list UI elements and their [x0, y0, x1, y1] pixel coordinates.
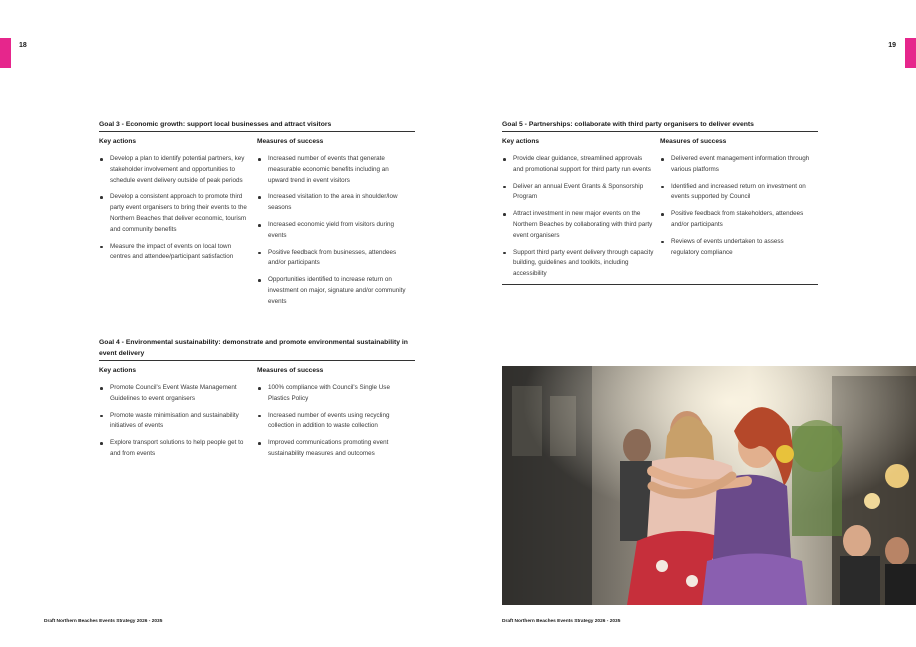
list-item: Increased economic yield from visitors during events: [257, 220, 415, 242]
list-item: Attract investment in new major events on the Northern Beaches by collaborating with third party event organisers: [502, 209, 660, 241]
goal-5-section: [502, 119, 818, 285]
goal-4-title: Goal 4 - Environmental sustainability: demonstrate and promote environmental sustainability in event delivery: [99, 337, 415, 361]
page-footer: Draft Northern Beaches Events Strategy 2026 - 2035: [44, 619, 163, 624]
page-number: 18: [19, 42, 27, 49]
goal-5-key-actions: [502, 136, 660, 286]
goal-4-measures: [257, 365, 415, 466]
list-item: Positive feedback from stakeholders, attendees and/or participants: [660, 209, 818, 231]
key-actions-heading: Key actions: [502, 138, 540, 145]
measures-heading: Measures of success: [257, 138, 324, 145]
key-actions-heading: Key actions: [99, 367, 137, 374]
goal-4-section: [99, 337, 415, 466]
goal-5-measures: [660, 136, 818, 286]
page-tab-marker: [905, 38, 916, 68]
list-item: Improved communications promoting event sustainability measures and outcomes: [257, 438, 415, 460]
list-item: Develop a consistent approach to promote third party event organisers to bring their events to the Northern Beaches that deliver economic, tourism and community benefits: [99, 192, 257, 235]
page-tab-marker: [0, 38, 11, 68]
list-item: Positive feedback from businesses, attendees and/or participants: [257, 248, 415, 270]
list-item: Identified and increased return on investment on events supported by Council: [660, 182, 818, 204]
list-item: Support third party event delivery through capacity building, guidelines and toolkits, including accessibility: [502, 248, 660, 280]
key-actions-heading: Key actions: [99, 138, 137, 145]
list-item: Promote waste minimisation and sustainability initiatives of events: [99, 411, 257, 433]
goal-3-title: Goal 3 - Economic growth: support local businesses and attract visitors: [99, 119, 415, 132]
goal-3-key-actions: [99, 136, 257, 314]
list-item: Measure the impact of events on local town centres and attendee/participant satisfaction: [99, 242, 257, 264]
event-photo-illustration: [502, 366, 916, 605]
list-item: Reviews of events undertaken to assess regulatory compliance: [660, 237, 818, 259]
list-item: Explore transport solutions to help people get to and from events: [99, 438, 257, 460]
goal-3-measures: [257, 136, 415, 314]
list-item: Increased number of events that generate measurable economic benefits including an upward trend in event visitors: [257, 154, 415, 186]
measures-heading: Measures of success: [660, 138, 727, 145]
list-item: Deliver an annual Event Grants & Sponsorship Program: [502, 182, 660, 204]
list-item: 100% compliance with Council's Single Use Plastics Policy: [257, 383, 415, 405]
event-photo: [502, 366, 916, 605]
list-item: Promote Council's Event Waste Management Guidelines to event organisers: [99, 383, 257, 405]
list-item: Opportunities identified to increase return on investment on major, signature and/or community events: [257, 275, 415, 307]
goal-3-section: [99, 119, 415, 314]
page-19: [458, 0, 916, 647]
goal-5-title: Goal 5 - Partnerships: collaborate with third party organisers to deliver events: [502, 119, 818, 132]
page-number: 19: [888, 42, 896, 49]
list-item: Increased visitation to the area in shoulder/low seasons: [257, 192, 415, 214]
measures-heading: Measures of success: [257, 367, 324, 374]
list-item: Increased number of events using recycling collection in addition to waste collection: [257, 411, 415, 433]
list-item: Delivered event management information through various platforms: [660, 154, 818, 176]
goal-4-key-actions: [99, 365, 257, 466]
page-footer: Draft Northern Beaches Events Strategy 2026 - 2035: [502, 619, 621, 624]
list-item: Develop a plan to identify potential partners, key stakeholder involvement and opportunities to schedule event delivery outside of peak periods: [99, 154, 257, 186]
list-item: Provide clear guidance, streamlined approvals and promotional support for third party run events: [502, 154, 660, 176]
